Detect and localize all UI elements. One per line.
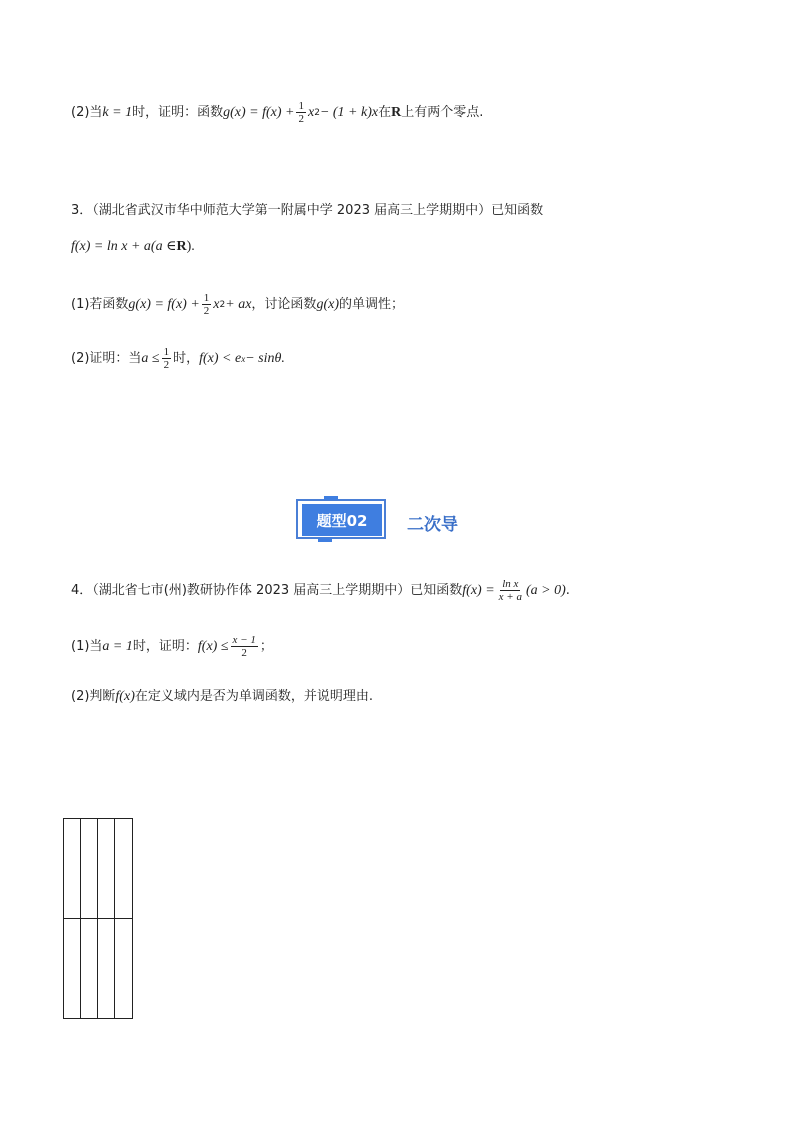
q4-p2-f: f(x) [115, 689, 135, 704]
grid-cell [115, 819, 132, 919]
q4-end: . [565, 582, 570, 598]
q3-p2-fraction [162, 346, 172, 371]
q3-p2-frac-den: 2 [163, 359, 170, 371]
q3-p1-gx: g(x) [316, 296, 339, 312]
q3-p2-ineq: f(x) < e [199, 350, 242, 366]
q3-p2-a: a ≤ [141, 350, 160, 366]
q3-function-def [71, 238, 195, 256]
section-badge [296, 499, 390, 543]
grid-cell [98, 819, 115, 919]
q3-p1-ax: + ax [225, 296, 252, 312]
answer-grid [63, 818, 133, 1019]
q3-f-end: ). [186, 239, 195, 254]
q3-p2-end: − sinθ. [245, 350, 285, 366]
q4-p1-end: ； [259, 638, 273, 654]
grid-cell [98, 919, 115, 1018]
q4-part2 [71, 688, 373, 706]
q2-part2-g-def: g(x) = f(x) + [223, 104, 295, 120]
section-badge-label: 题型02 [302, 504, 382, 536]
q3-part1 [71, 292, 404, 317]
q3-f-def: f(x) = ln x + a(a ∈ [71, 239, 177, 254]
q3-p2-exp: x [241, 353, 246, 364]
q3-part2 [71, 346, 285, 371]
q2-part2-fraction [296, 100, 306, 125]
grid-cell [81, 819, 98, 919]
q4-p1-fraction [231, 634, 258, 659]
q2-part2-prefix: (2)当 [71, 104, 103, 120]
q4-p1-frac-num: x − 1 [232, 634, 256, 646]
q3-p1-frac-num: 1 [203, 292, 210, 304]
q4-frac-num: ln x [502, 578, 519, 590]
q2-part2-end: 上有两个零点. [401, 104, 484, 120]
q4-fraction [497, 578, 524, 603]
section-title: 二次导 [407, 515, 458, 535]
q2-part2-R: R [391, 104, 402, 120]
q4-p1-mid: 时，证明： [132, 638, 198, 654]
q4-p1-a: a = 1 [102, 638, 133, 654]
q3-p2-frac-num: 1 [163, 346, 170, 358]
q4-part1 [71, 634, 273, 659]
q3-p1-fraction [202, 292, 212, 317]
q3-p1-tail: ，讨论函数 [251, 296, 317, 312]
q4-cond: (a > 0) [525, 582, 566, 598]
q4-p1-ineq: f(x) ≤ [197, 638, 229, 654]
q4-frac-den: x + a [498, 591, 522, 603]
q3-p2-mid: 时， [173, 350, 200, 366]
grid-cell [64, 819, 81, 919]
q3-p2-prefix: (2)证明：当 [71, 350, 142, 366]
q4-p1-frac-den: 2 [241, 647, 247, 659]
q2-part2-x: x [307, 104, 315, 120]
q2-part2-mid: 时，证明：函数 [132, 104, 224, 120]
q4-intro [71, 578, 570, 603]
q3-p1-end: 的单调性； [338, 296, 404, 312]
q2-part2-k-eq: k = 1 [102, 104, 133, 120]
q4-f-def: f(x) = [462, 582, 495, 598]
q4-p2-prefix: (2)判断 [71, 689, 116, 704]
q2-part2-exp: 2 [314, 107, 320, 118]
q2-part2-frac-den: 2 [298, 113, 304, 125]
q2-part2-tail-math: − (1 + k)x [319, 104, 379, 120]
grid-cell [81, 919, 98, 1018]
q3-p1-g: g(x) = f(x) + [128, 296, 200, 312]
q3-p1-frac-den: 2 [203, 305, 210, 317]
q2-part2-tail-text: 在 [378, 104, 392, 120]
q3-p1-x: x [213, 296, 220, 312]
q4-p1-prefix: (1)当 [71, 638, 103, 654]
q4-intro-text: 4．（湖北省七市(州)教研协作体 2023 届高三上学期期中）已知函数 [71, 582, 463, 598]
section-badge-accent-bottom [318, 538, 332, 542]
q3-p1-exp: 2 [219, 299, 226, 310]
q3-p1-prefix: (1)若函数 [71, 296, 129, 312]
q3-intro-text: 3．（湖北省武汉市华中师范大学第一附属中学 2023 届高三上学期期中）已知函数 [71, 203, 544, 218]
grid-cell [64, 919, 81, 1018]
q3-R: R [176, 239, 187, 254]
q2-part2-frac-num: 1 [298, 100, 304, 112]
q4-p2-end: 在定义域内是否为单调函数，并说明理由. [134, 689, 373, 704]
grid-cell [115, 919, 132, 1018]
q3-intro [71, 202, 543, 220]
q2-part2-line [71, 100, 483, 125]
section-badge-accent-top [324, 496, 338, 500]
